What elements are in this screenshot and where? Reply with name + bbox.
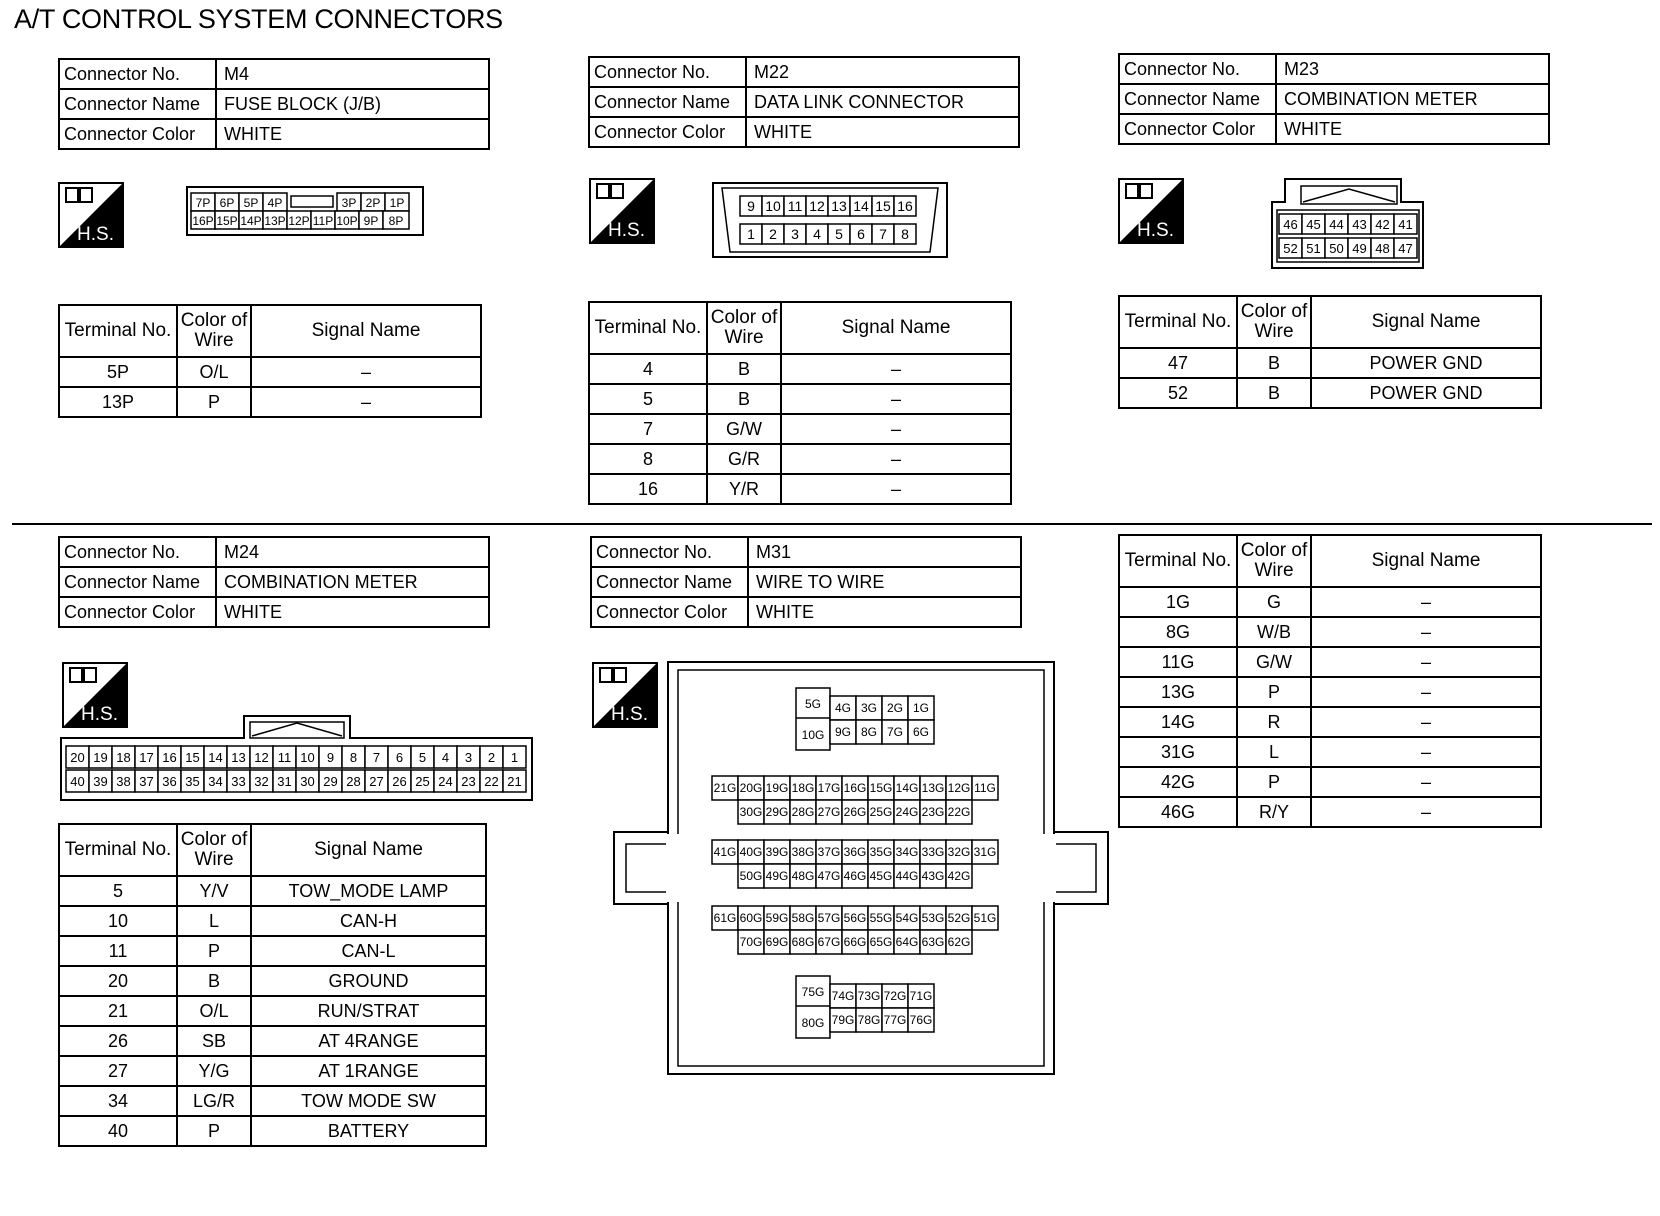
svg-text:35G: 35G [869, 845, 893, 859]
m4-connector-color: WHITE [216, 119, 489, 149]
m23-info-table [1118, 53, 1550, 145]
svg-text:63G: 63G [921, 935, 945, 949]
m31-connector-color: WHITE [748, 597, 1021, 627]
svg-text:39: 39 [93, 774, 108, 789]
svg-text:74G: 74G [831, 989, 855, 1003]
svg-text:33: 33 [231, 774, 246, 789]
svg-text:13: 13 [831, 198, 847, 214]
svg-text:5G: 5G [804, 697, 822, 711]
m31-connector-no: M31 [748, 537, 1021, 567]
svg-text:72G: 72G [883, 989, 907, 1003]
terminal-no-header: Terminal No. [589, 302, 707, 354]
svg-text:7: 7 [372, 750, 381, 765]
svg-text:19G: 19G [765, 781, 789, 795]
m24-connector-no: M24 [216, 537, 489, 567]
svg-text:28: 28 [346, 774, 361, 789]
svg-text:H.S.: H.S. [81, 704, 118, 725]
svg-text:29: 29 [323, 774, 338, 789]
svg-text:15G: 15G [869, 781, 893, 795]
table-row: 34 LG/R TOW MODE SW [59, 1086, 486, 1116]
svg-text:73G: 73G [857, 989, 881, 1003]
svg-text:9: 9 [747, 198, 755, 214]
svg-text:67G: 67G [817, 935, 841, 949]
svg-text:19: 19 [93, 750, 108, 765]
table-row: 21 O/L RUN/STRAT [59, 996, 486, 1026]
svg-text:12: 12 [254, 750, 269, 765]
m4-connector-no: M4 [216, 59, 489, 89]
svg-text:43: 43 [1352, 217, 1367, 232]
svg-text:18: 18 [116, 750, 131, 765]
svg-text:12G: 12G [947, 781, 971, 795]
svg-text:2: 2 [769, 226, 777, 242]
svg-text:22G: 22G [947, 805, 971, 819]
svg-text:62G: 62G [947, 935, 971, 949]
svg-text:8P: 8P [388, 214, 404, 228]
svg-text:46G: 46G [843, 869, 867, 883]
svg-text:35: 35 [185, 774, 200, 789]
connector-name-label: Connector Name [59, 567, 216, 597]
page-title: A/T CONTROL SYSTEM CONNECTORS [14, 4, 503, 34]
svg-text:15: 15 [185, 750, 200, 765]
svg-text:40G: 40G [739, 845, 763, 859]
svg-text:9G: 9G [834, 725, 852, 739]
table-row: 26 SB AT 4RANGE [59, 1026, 486, 1056]
svg-text:30G: 30G [739, 805, 763, 819]
section-divider [12, 523, 1652, 525]
svg-text:11P: 11P [312, 214, 334, 228]
svg-text:6: 6 [857, 226, 865, 242]
svg-text:23: 23 [461, 774, 476, 789]
svg-text:61G: 61G [713, 911, 737, 925]
signal-name-header: Signal Name [251, 824, 486, 876]
m23-terminal-table [1118, 295, 1542, 409]
m24-connector-name: COMBINATION METER [216, 567, 489, 597]
svg-text:29G: 29G [765, 805, 789, 819]
m23-connector-name: COMBINATION METER [1276, 84, 1549, 114]
svg-text:36: 36 [162, 774, 177, 789]
svg-text:65G: 65G [869, 935, 893, 949]
connector-color-label: Connector Color [59, 119, 216, 149]
connector-no-label: Connector No. [589, 57, 746, 87]
svg-text:11G: 11G [974, 781, 996, 795]
svg-text:37: 37 [139, 774, 154, 789]
svg-text:52: 52 [1283, 241, 1298, 256]
m24-connector-face [60, 712, 534, 807]
color-of-wire-header: Color of Wire [177, 305, 251, 357]
svg-text:5: 5 [418, 750, 427, 765]
svg-text:1: 1 [510, 750, 519, 765]
m22-connector-color: WHITE [746, 117, 1019, 147]
m31-terminal-table [1118, 534, 1542, 828]
svg-text:25G: 25G [869, 805, 893, 819]
m22-terminal-table [588, 301, 1012, 505]
svg-text:32: 32 [254, 774, 269, 789]
svg-text:22: 22 [484, 774, 499, 789]
svg-text:58G: 58G [791, 911, 815, 925]
svg-text:15: 15 [875, 198, 891, 214]
svg-text:16: 16 [162, 750, 177, 765]
svg-text:14: 14 [208, 750, 223, 765]
table-row: 52 B POWER GND [1119, 378, 1541, 408]
svg-text:20: 20 [70, 750, 85, 765]
svg-text:53G: 53G [921, 911, 945, 925]
connector-color-label: Connector Color [1119, 114, 1276, 144]
svg-text:13G: 13G [921, 781, 945, 795]
svg-text:50G: 50G [739, 869, 763, 883]
terminal-no-header: Terminal No. [1119, 296, 1237, 348]
table-row: 20 B GROUND [59, 966, 486, 996]
terminal-no-header: Terminal No. [59, 824, 177, 876]
svg-text:48: 48 [1375, 241, 1390, 256]
m22-connector-face [712, 182, 952, 265]
m22-harness-side-icon [589, 178, 655, 249]
svg-text:44: 44 [1329, 217, 1344, 232]
svg-text:31: 31 [277, 774, 292, 789]
color-of-wire-header: Color of Wire [177, 824, 251, 876]
table-row: 8 G/R – [589, 444, 1011, 474]
svg-text:9P: 9P [363, 214, 379, 228]
svg-text:38G: 38G [791, 845, 815, 859]
svg-text:7G: 7G [886, 725, 904, 739]
m31-connector-name: WIRE TO WIRE [748, 567, 1021, 597]
svg-text:44G: 44G [895, 869, 919, 883]
svg-text:11: 11 [787, 198, 803, 214]
m24-info-table [58, 536, 490, 628]
table-row: 7 G/W – [589, 414, 1011, 444]
svg-text:3G: 3G [860, 701, 878, 715]
svg-text:5: 5 [835, 226, 843, 242]
svg-text:47G: 47G [817, 869, 841, 883]
table-row: 47 B POWER GND [1119, 348, 1541, 378]
connector-color-label: Connector Color [59, 597, 216, 627]
svg-text:42: 42 [1375, 217, 1390, 232]
m23-harness-side-icon [1118, 178, 1184, 249]
svg-text:43G: 43G [921, 869, 945, 883]
svg-text:10: 10 [300, 750, 315, 765]
svg-text:H.S.: H.S. [1137, 220, 1174, 241]
svg-text:23G: 23G [921, 805, 945, 819]
svg-text:4G: 4G [834, 701, 852, 715]
svg-text:34: 34 [208, 774, 223, 789]
connector-name-label: Connector Name [589, 87, 746, 117]
svg-text:66G: 66G [843, 935, 867, 949]
svg-text:31G: 31G [973, 845, 997, 859]
signal-name-header: Signal Name [1311, 296, 1541, 348]
svg-text:80G: 80G [801, 1016, 825, 1030]
svg-text:26: 26 [392, 774, 407, 789]
svg-text:39G: 39G [765, 845, 789, 859]
table-row: 31G L – [1119, 737, 1541, 767]
svg-text:75G: 75G [801, 985, 825, 999]
svg-text:6: 6 [395, 750, 404, 765]
svg-text:30: 30 [300, 774, 315, 789]
svg-text:27G: 27G [817, 805, 841, 819]
svg-text:5P: 5P [243, 196, 259, 210]
svg-text:28G: 28G [791, 805, 815, 819]
svg-text:20G: 20G [739, 781, 763, 795]
m4-info-table [58, 58, 490, 150]
svg-text:49: 49 [1352, 241, 1367, 256]
m22-connector-name: DATA LINK CONNECTOR [746, 87, 1019, 117]
svg-text:1G: 1G [912, 701, 930, 715]
svg-text:6P: 6P [219, 196, 235, 210]
svg-text:34G: 34G [895, 845, 919, 859]
svg-text:2: 2 [487, 750, 496, 765]
svg-text:4: 4 [441, 750, 450, 765]
connector-no-label: Connector No. [59, 537, 216, 567]
connector-color-label: Connector Color [591, 597, 748, 627]
svg-text:8: 8 [901, 226, 909, 242]
svg-text:11: 11 [277, 750, 292, 765]
svg-text:10: 10 [765, 198, 781, 214]
m23-connector-no: M23 [1276, 54, 1549, 84]
m31-info-table [590, 536, 1022, 628]
connector-name-label: Connector Name [1119, 84, 1276, 114]
table-row: 10 L CAN-H [59, 906, 486, 936]
svg-text:10P: 10P [336, 214, 358, 228]
svg-text:21G: 21G [713, 781, 737, 795]
table-row: 16 Y/R – [589, 474, 1011, 504]
svg-text:45: 45 [1306, 217, 1321, 232]
svg-text:H.S.: H.S. [611, 704, 648, 725]
signal-name-header: Signal Name [1311, 535, 1541, 587]
svg-text:3: 3 [791, 226, 799, 242]
svg-text:2P: 2P [365, 196, 381, 210]
connector-name-label: Connector Name [59, 89, 216, 119]
table-row: 13P P – [59, 387, 481, 417]
m4-connector-face [186, 186, 426, 243]
svg-text:10G: 10G [801, 728, 825, 742]
svg-text:32G: 32G [947, 845, 971, 859]
svg-text:69G: 69G [765, 935, 789, 949]
svg-text:77G: 77G [883, 1013, 907, 1027]
svg-text:1P: 1P [389, 196, 405, 210]
svg-text:64G: 64G [895, 935, 919, 949]
connector-no-label: Connector No. [591, 537, 748, 567]
table-row: 40 P BATTERY [59, 1116, 486, 1146]
svg-text:8G: 8G [860, 725, 878, 739]
table-row: 8G W/B – [1119, 617, 1541, 647]
svg-text:4: 4 [813, 226, 821, 242]
table-row: 5 Y/V TOW_MODE LAMP [59, 876, 486, 906]
svg-text:59G: 59G [765, 911, 789, 925]
svg-text:38: 38 [116, 774, 131, 789]
svg-text:H.S.: H.S. [608, 220, 645, 241]
table-row: 46G R/Y – [1119, 797, 1541, 827]
color-of-wire-header: Color of Wire [707, 302, 781, 354]
connector-color-label: Connector Color [589, 117, 746, 147]
svg-text:13P: 13P [264, 214, 286, 228]
m4-terminal-table [58, 304, 482, 418]
m4-connector-name: FUSE BLOCK (J/B) [216, 89, 489, 119]
svg-text:13: 13 [231, 750, 246, 765]
table-row: 1G G – [1119, 587, 1541, 617]
svg-text:7P: 7P [195, 196, 211, 210]
m22-info-table [588, 56, 1020, 148]
svg-text:79G: 79G [831, 1013, 855, 1027]
svg-text:26G: 26G [843, 805, 867, 819]
m24-connector-color: WHITE [216, 597, 489, 627]
svg-text:51G: 51G [973, 911, 997, 925]
svg-text:2G: 2G [886, 701, 904, 715]
svg-text:24: 24 [438, 774, 453, 789]
svg-text:76G: 76G [909, 1013, 933, 1027]
svg-text:55G: 55G [869, 911, 893, 925]
table-row: 5 B – [589, 384, 1011, 414]
signal-name-header: Signal Name [781, 302, 1011, 354]
svg-text:40: 40 [70, 774, 85, 789]
table-row: 11G G/W – [1119, 647, 1541, 677]
color-of-wire-header: Color of Wire [1237, 535, 1311, 587]
svg-text:14G: 14G [895, 781, 919, 795]
svg-text:36G: 36G [843, 845, 867, 859]
svg-text:51: 51 [1306, 241, 1321, 256]
svg-text:14P: 14P [240, 214, 262, 228]
svg-text:71G: 71G [909, 989, 933, 1003]
svg-text:8: 8 [349, 750, 358, 765]
svg-text:45G: 45G [869, 869, 893, 883]
svg-text:68G: 68G [791, 935, 815, 949]
svg-text:48G: 48G [791, 869, 815, 883]
svg-text:16G: 16G [843, 781, 867, 795]
connector-name-label: Connector Name [591, 567, 748, 597]
svg-text:25: 25 [415, 774, 430, 789]
connector-no-label: Connector No. [59, 59, 216, 89]
table-row: 11 P CAN-L [59, 936, 486, 966]
signal-name-header: Signal Name [251, 305, 481, 357]
svg-text:41G: 41G [713, 845, 737, 859]
svg-text:54G: 54G [895, 911, 919, 925]
terminal-no-header: Terminal No. [1119, 535, 1237, 587]
m31-connector-face [612, 660, 1112, 1085]
svg-text:41: 41 [1398, 217, 1413, 232]
svg-text:57G: 57G [817, 911, 841, 925]
svg-text:18G: 18G [791, 781, 815, 795]
svg-text:46: 46 [1283, 217, 1298, 232]
table-row: 14G R – [1119, 707, 1541, 737]
svg-text:27: 27 [369, 774, 384, 789]
table-row: 4 B – [589, 354, 1011, 384]
table-row: 27 Y/G AT 1RANGE [59, 1056, 486, 1086]
svg-text:3P: 3P [341, 196, 357, 210]
svg-text:12: 12 [809, 198, 825, 214]
table-row: 42G P – [1119, 767, 1541, 797]
svg-text:37G: 37G [817, 845, 841, 859]
svg-text:50: 50 [1329, 241, 1344, 256]
svg-text:3: 3 [464, 750, 473, 765]
svg-text:47: 47 [1398, 241, 1413, 256]
svg-text:21: 21 [507, 774, 522, 789]
svg-text:9: 9 [326, 750, 335, 765]
svg-text:16P: 16P [192, 214, 214, 228]
svg-text:1: 1 [747, 226, 755, 242]
m22-connector-no: M22 [746, 57, 1019, 87]
svg-text:14: 14 [853, 198, 869, 214]
terminal-no-header: Terminal No. [59, 305, 177, 357]
m4-harness-side-icon [58, 182, 124, 253]
table-row: 5P O/L – [59, 357, 481, 387]
svg-text:16: 16 [897, 198, 913, 214]
color-of-wire-header: Color of Wire [1237, 296, 1311, 348]
svg-text:78G: 78G [857, 1013, 881, 1027]
svg-text:42G: 42G [947, 869, 971, 883]
svg-text:15P: 15P [216, 214, 238, 228]
table-row: 13G P – [1119, 677, 1541, 707]
svg-text:52G: 52G [947, 911, 971, 925]
svg-text:6G: 6G [912, 725, 930, 739]
m23-connector-face [1271, 178, 1431, 275]
svg-text:49G: 49G [765, 869, 789, 883]
svg-text:4P: 4P [267, 196, 283, 210]
svg-text:17: 17 [139, 750, 154, 765]
svg-text:56G: 56G [843, 911, 867, 925]
svg-text:70G: 70G [739, 935, 763, 949]
svg-text:17G: 17G [817, 781, 841, 795]
svg-text:7: 7 [879, 226, 887, 242]
m24-terminal-table [58, 823, 487, 1147]
svg-text:60G: 60G [739, 911, 763, 925]
svg-text:12P: 12P [288, 214, 310, 228]
m23-connector-color: WHITE [1276, 114, 1549, 144]
connector-no-label: Connector No. [1119, 54, 1276, 84]
svg-text:33G: 33G [921, 845, 945, 859]
svg-text:H.S.: H.S. [77, 224, 114, 245]
svg-text:24G: 24G [895, 805, 919, 819]
